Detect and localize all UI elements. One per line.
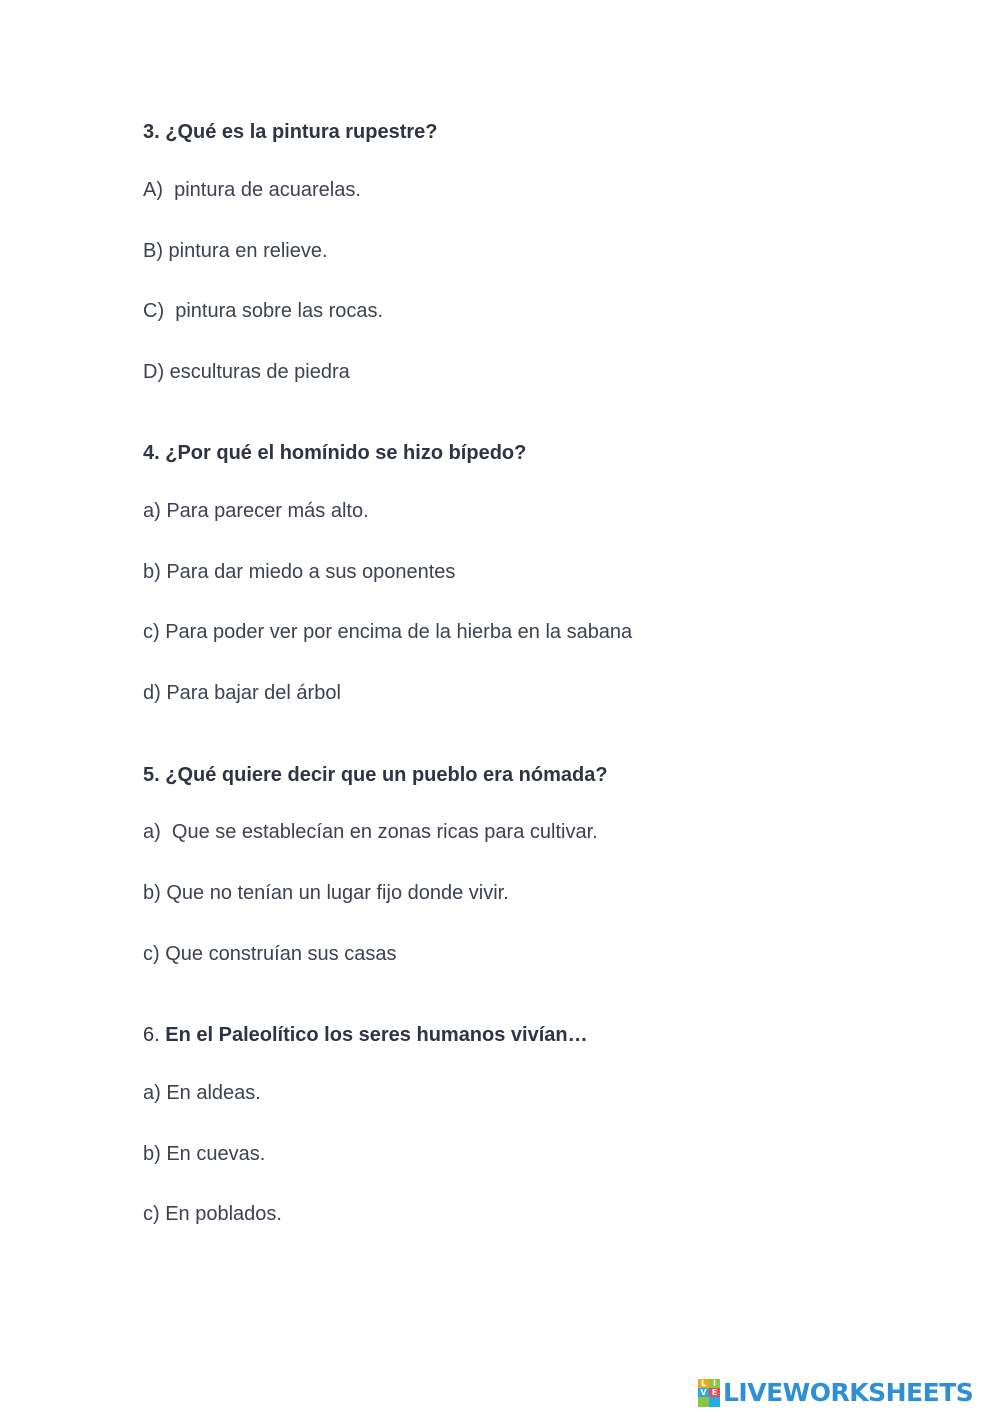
question-5-option-c: c) Que construían sus casas <box>143 943 397 965</box>
question-6-title <box>143 1023 588 1047</box>
question-3-option-b: B) pintura en relieve. <box>143 240 328 262</box>
question-5-title: 5. ¿Qué quiere decir que un pueblo era nómada? <box>143 764 608 786</box>
question-3-option-c: C) pintura sobre las rocas. <box>143 300 384 322</box>
question-5-option-b: b) Que no tenían un lugar fijo donde vivir. <box>143 882 509 904</box>
question-3-option-d: D) esculturas de piedra <box>143 361 350 383</box>
question-4-option-d: d) Para bajar del árbol <box>143 682 341 704</box>
question-6-option-c: c) En poblados. <box>143 1203 282 1225</box>
question-4-option-a: a) Para parecer más alto. <box>143 500 369 522</box>
liveworksheets-logo-text: LIVEWORKSHEETS <box>723 1378 974 1407</box>
question-4-title: 4. ¿Por qué el homínido se hizo bípedo? <box>143 442 527 464</box>
question-3-option-a: A) pintura de acuarelas. <box>143 179 361 201</box>
liveworksheets-logo-icon: L I V E <box>698 1379 720 1407</box>
question-4-option-c: c) Para poder ver por encima de la hierba en la sabana <box>143 621 633 643</box>
question-6-text: En el Paleolítico los seres humanos vivían… <box>165 1024 588 1046</box>
liveworksheets-logo <box>698 1378 973 1408</box>
question-6-option-a: a) En aldeas. <box>143 1082 261 1104</box>
question-6-number: 6. <box>143 1024 166 1046</box>
question-4-option-b: b) Para dar miedo a sus oponentes <box>143 561 456 583</box>
question-3-title: 3. ¿Qué es la pintura rupestre? <box>143 121 438 143</box>
question-6-option-b: b) En cuevas. <box>143 1143 266 1165</box>
question-5-option-a: a) Que se establecían en zonas ricas para cultivar. <box>143 821 598 843</box>
